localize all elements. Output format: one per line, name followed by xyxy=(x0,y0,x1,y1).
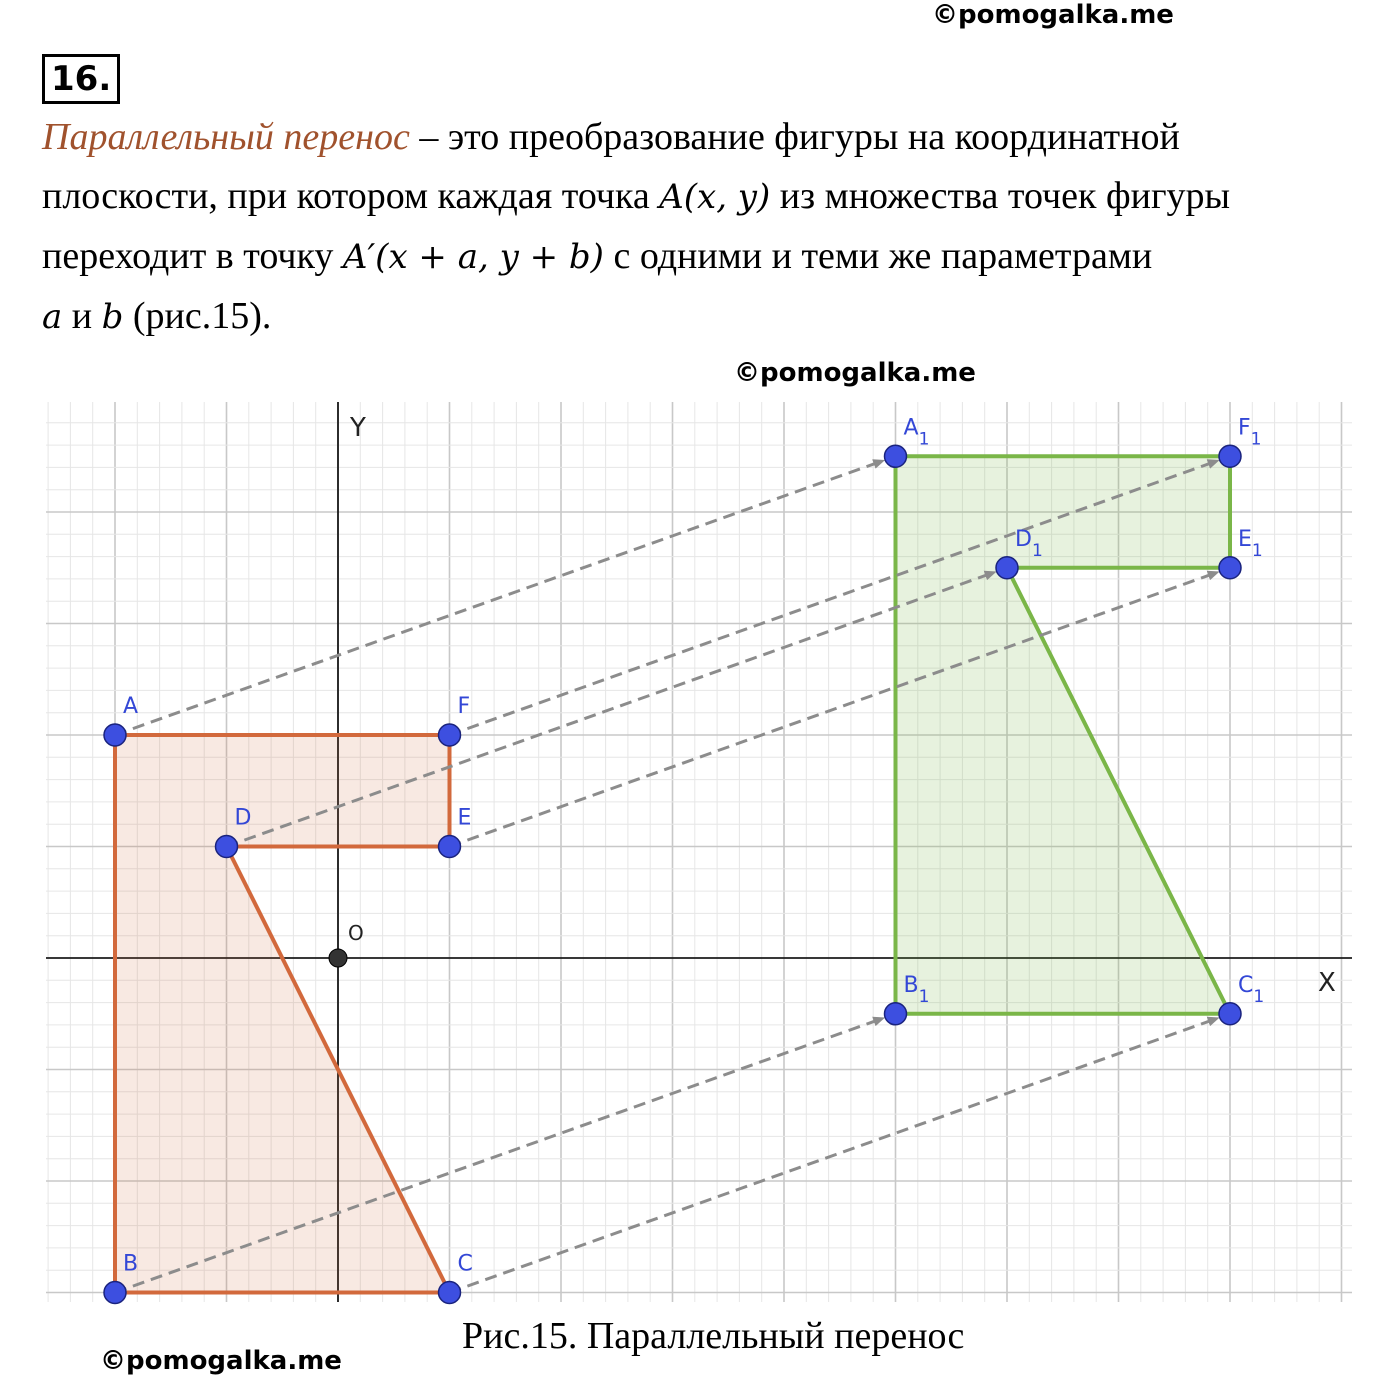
line2-text-b: из множества точек фигуры xyxy=(770,175,1231,217)
label-e1: $E_1$ xyxy=(1238,526,1263,561)
label-f1: $F_1$ xyxy=(1238,415,1262,450)
line4-ref: (рис.15). xyxy=(123,295,272,337)
translation-arrow-c xyxy=(450,1018,1219,1293)
point-a xyxy=(104,724,126,746)
label-d1: $D_1$ xyxy=(1015,526,1043,561)
label-f: F xyxy=(457,694,471,719)
translation-arrow-d xyxy=(227,572,996,847)
math-point-a: A(x, y) xyxy=(659,177,771,217)
y-axis-label: Y xyxy=(350,413,366,443)
point-b1 xyxy=(885,1003,907,1025)
math-param-a: a xyxy=(42,297,63,337)
watermark-middle: ©pomogalka.me xyxy=(734,358,976,388)
line4-and: и xyxy=(62,295,102,337)
translation-arrow-a xyxy=(115,460,884,735)
label-b: B xyxy=(123,1251,139,1277)
point-a1 xyxy=(885,445,907,467)
point-d xyxy=(216,836,238,858)
term-parallel-translation: Параллельный перенос xyxy=(42,116,410,158)
line3-text-a: переходит в точку xyxy=(42,235,343,277)
label-d: D xyxy=(234,805,252,831)
label-c1: $C_1$ xyxy=(1238,972,1265,1007)
math-param-b: b xyxy=(101,297,124,337)
point-e xyxy=(439,836,461,858)
math-point-a-prime: A′(x + a, y + b) xyxy=(342,237,604,277)
watermark-top: ©pomogalka.me xyxy=(932,0,1174,30)
origin-point xyxy=(329,949,347,967)
origin-label: O xyxy=(348,921,364,945)
point-c xyxy=(439,1282,461,1304)
point-e1 xyxy=(1219,557,1241,579)
point-f1 xyxy=(1219,445,1241,467)
line3-text-b: с одними и теми же параметрами xyxy=(603,235,1153,277)
figure-caption: Рис.15. Параллельный перенос xyxy=(462,1315,965,1357)
label-a1: $A_1$ xyxy=(903,415,930,450)
original-figure xyxy=(115,735,450,1293)
problem-number: 16. xyxy=(42,54,120,104)
label-e: E xyxy=(457,805,472,831)
watermark-bottom: ©pomogalka.me xyxy=(100,1346,342,1376)
point-c1 xyxy=(1219,1003,1241,1025)
translation-arrow-f xyxy=(450,460,1219,735)
point-b xyxy=(104,1282,126,1304)
line2-text-a: плоскости, при котором каждая точка xyxy=(42,175,660,217)
label-b1: $B_1$ xyxy=(903,972,930,1007)
line1-text: – это преобразование фигуры на координатной xyxy=(409,116,1180,158)
x-axis-label: X xyxy=(1318,968,1336,998)
label-c: C xyxy=(457,1251,473,1277)
point-d1 xyxy=(996,557,1018,579)
label-a: A xyxy=(123,694,139,719)
point-f xyxy=(439,724,461,746)
